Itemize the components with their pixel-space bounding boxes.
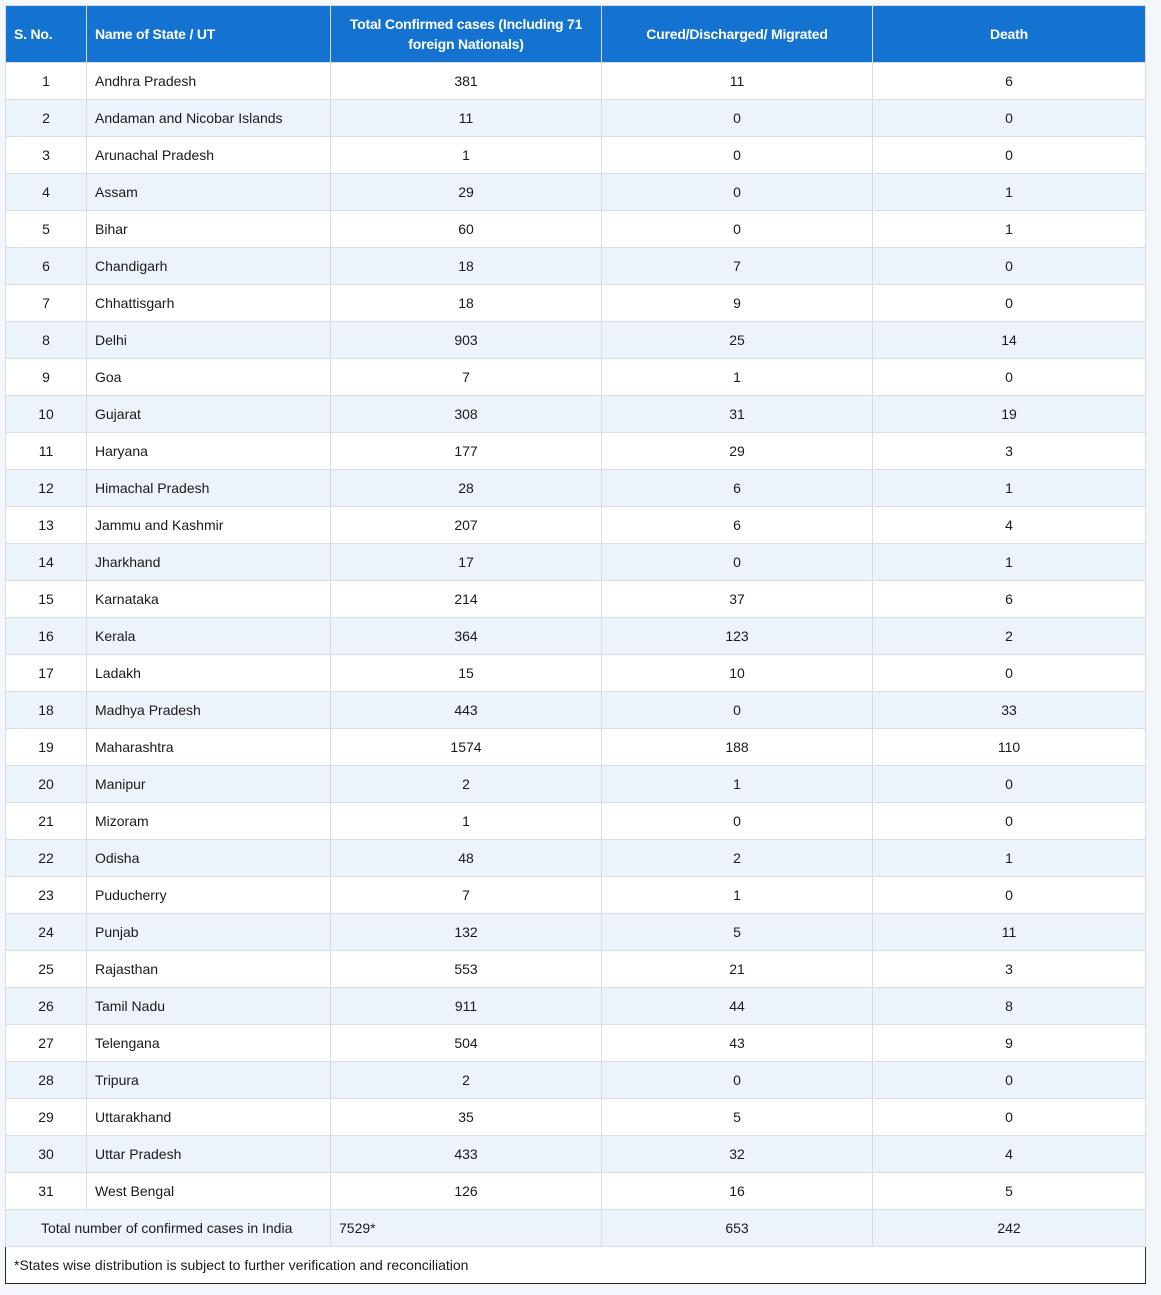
cell-death: 1 xyxy=(873,544,1146,581)
cell-state-name: Uttarakhand xyxy=(87,1099,331,1136)
cell-cured: 0 xyxy=(602,211,873,248)
table-row xyxy=(6,692,1146,729)
cell-confirmed: 2 xyxy=(331,1062,602,1099)
cell-state-name: Andhra Pradesh xyxy=(87,63,331,100)
table-row xyxy=(6,766,1146,803)
total-confirmed-value: 7529* xyxy=(331,1210,602,1247)
header-cured-discharged: Cured/Discharged/ Migrated xyxy=(602,6,873,63)
total-row xyxy=(6,1210,1146,1247)
cell-state-name: Punjab xyxy=(87,914,331,951)
cell-confirmed: 308 xyxy=(331,396,602,433)
table-row xyxy=(6,211,1146,248)
cell-state-name: Chandigarh xyxy=(87,248,331,285)
cell-cured: 29 xyxy=(602,433,873,470)
table-row xyxy=(6,1173,1146,1210)
footnote-row xyxy=(6,1247,1146,1284)
cell-cured: 5 xyxy=(602,914,873,951)
cell-state-name: Rajasthan xyxy=(87,951,331,988)
cell-serial-number: 14 xyxy=(6,544,87,581)
cell-serial-number: 6 xyxy=(6,248,87,285)
footnote-text: *States wise distribution is subject to further verification and reconciliation xyxy=(6,1247,1146,1284)
cell-serial-number: 5 xyxy=(6,211,87,248)
cell-state-name: Himachal Pradesh xyxy=(87,470,331,507)
cell-confirmed: 207 xyxy=(331,507,602,544)
cell-death: 0 xyxy=(873,803,1146,840)
cell-serial-number: 21 xyxy=(6,803,87,840)
state-wise-cases-table xyxy=(5,5,1146,1284)
cell-cured: 0 xyxy=(602,692,873,729)
cell-serial-number: 12 xyxy=(6,470,87,507)
cell-state-name: Madhya Pradesh xyxy=(87,692,331,729)
table-row xyxy=(6,248,1146,285)
cell-cured: 10 xyxy=(602,655,873,692)
cell-death: 4 xyxy=(873,507,1146,544)
cell-serial-number: 29 xyxy=(6,1099,87,1136)
cell-confirmed: 18 xyxy=(331,285,602,322)
cell-death: 6 xyxy=(873,581,1146,618)
cell-state-name: Kerala xyxy=(87,618,331,655)
table-header xyxy=(6,6,1146,63)
cell-death: 1 xyxy=(873,840,1146,877)
cell-confirmed: 911 xyxy=(331,988,602,1025)
cell-cured: 32 xyxy=(602,1136,873,1173)
cell-confirmed: 48 xyxy=(331,840,602,877)
table-row xyxy=(6,1062,1146,1099)
cell-serial-number: 13 xyxy=(6,507,87,544)
cell-death: 0 xyxy=(873,655,1146,692)
cell-death: 0 xyxy=(873,359,1146,396)
cell-state-name: Jammu and Kashmir xyxy=(87,507,331,544)
cell-confirmed: 126 xyxy=(331,1173,602,1210)
cell-death: 3 xyxy=(873,951,1146,988)
cell-cured: 1 xyxy=(602,359,873,396)
cell-death: 4 xyxy=(873,1136,1146,1173)
cell-confirmed: 17 xyxy=(331,544,602,581)
table-row xyxy=(6,359,1146,396)
table-row xyxy=(6,507,1146,544)
table-row xyxy=(6,951,1146,988)
cell-cured: 43 xyxy=(602,1025,873,1062)
cell-serial-number: 4 xyxy=(6,174,87,211)
cell-death: 19 xyxy=(873,396,1146,433)
cell-state-name: Karnataka xyxy=(87,581,331,618)
cell-state-name: Maharashtra xyxy=(87,729,331,766)
table-row xyxy=(6,988,1146,1025)
table-row xyxy=(6,322,1146,359)
cell-serial-number: 27 xyxy=(6,1025,87,1062)
cell-cured: 9 xyxy=(602,285,873,322)
cell-cured: 6 xyxy=(602,470,873,507)
table-row xyxy=(6,581,1146,618)
table-row xyxy=(6,63,1146,100)
cell-confirmed: 28 xyxy=(331,470,602,507)
header-serial-number: S. No. xyxy=(6,6,87,63)
cell-cured: 21 xyxy=(602,951,873,988)
cell-serial-number: 25 xyxy=(6,951,87,988)
cell-state-name: Delhi xyxy=(87,322,331,359)
cell-confirmed: 433 xyxy=(331,1136,602,1173)
cell-serial-number: 10 xyxy=(6,396,87,433)
header-state-name: Name of State / UT xyxy=(87,6,331,63)
cell-cured: 2 xyxy=(602,840,873,877)
table-row xyxy=(6,1099,1146,1136)
cell-death: 1 xyxy=(873,174,1146,211)
cell-cured: 1 xyxy=(602,877,873,914)
cell-cured: 0 xyxy=(602,803,873,840)
cell-confirmed: 2 xyxy=(331,766,602,803)
cell-cured: 25 xyxy=(602,322,873,359)
cell-death: 6 xyxy=(873,63,1146,100)
cell-death: 8 xyxy=(873,988,1146,1025)
cell-serial-number: 9 xyxy=(6,359,87,396)
cell-cured: 6 xyxy=(602,507,873,544)
cell-serial-number: 19 xyxy=(6,729,87,766)
table-row xyxy=(6,1025,1146,1062)
cell-state-name: Assam xyxy=(87,174,331,211)
cell-death: 9 xyxy=(873,1025,1146,1062)
cell-confirmed: 18 xyxy=(331,248,602,285)
cell-confirmed: 504 xyxy=(331,1025,602,1062)
cell-death: 0 xyxy=(873,1062,1146,1099)
cell-confirmed: 35 xyxy=(331,1099,602,1136)
cell-confirmed: 364 xyxy=(331,618,602,655)
cell-cured: 123 xyxy=(602,618,873,655)
cell-confirmed: 553 xyxy=(331,951,602,988)
cell-state-name: Uttar Pradesh xyxy=(87,1136,331,1173)
cell-serial-number: 1 xyxy=(6,63,87,100)
cell-death: 1 xyxy=(873,211,1146,248)
cell-death: 0 xyxy=(873,285,1146,322)
cell-confirmed: 7 xyxy=(331,359,602,396)
cell-death: 0 xyxy=(873,766,1146,803)
cell-death: 3 xyxy=(873,433,1146,470)
cell-state-name: West Bengal xyxy=(87,1173,331,1210)
table-row xyxy=(6,803,1146,840)
cell-confirmed: 60 xyxy=(331,211,602,248)
cell-serial-number: 8 xyxy=(6,322,87,359)
cell-death: 110 xyxy=(873,729,1146,766)
cell-serial-number: 11 xyxy=(6,433,87,470)
table-row xyxy=(6,396,1146,433)
table-row xyxy=(6,840,1146,877)
table-row xyxy=(6,100,1146,137)
table-row xyxy=(6,470,1146,507)
cell-death: 1 xyxy=(873,470,1146,507)
cell-state-name: Mizoram xyxy=(87,803,331,840)
table-row xyxy=(6,285,1146,322)
cell-state-name: Tamil Nadu xyxy=(87,988,331,1025)
cell-state-name: Chhattisgarh xyxy=(87,285,331,322)
cell-serial-number: 15 xyxy=(6,581,87,618)
cell-serial-number: 2 xyxy=(6,100,87,137)
cell-serial-number: 22 xyxy=(6,840,87,877)
cell-death: 2 xyxy=(873,618,1146,655)
cell-serial-number: 3 xyxy=(6,137,87,174)
cell-death: 33 xyxy=(873,692,1146,729)
cell-state-name: Ladakh xyxy=(87,655,331,692)
cell-serial-number: 26 xyxy=(6,988,87,1025)
cell-state-name: Gujarat xyxy=(87,396,331,433)
total-label: Total number of confirmed cases in India xyxy=(6,1210,331,1247)
total-death-value: 242 xyxy=(873,1210,1146,1247)
cell-confirmed: 132 xyxy=(331,914,602,951)
cell-confirmed: 7 xyxy=(331,877,602,914)
cell-state-name: Puducherry xyxy=(87,877,331,914)
cell-state-name: Andaman and Nicobar Islands xyxy=(87,100,331,137)
cell-confirmed: 11 xyxy=(331,100,602,137)
cell-confirmed: 381 xyxy=(331,63,602,100)
cell-state-name: Arunachal Pradesh xyxy=(87,137,331,174)
cell-death: 5 xyxy=(873,1173,1146,1210)
cell-confirmed: 1 xyxy=(331,137,602,174)
table-row xyxy=(6,544,1146,581)
cell-death: 0 xyxy=(873,137,1146,174)
cell-serial-number: 31 xyxy=(6,1173,87,1210)
cell-state-name: Manipur xyxy=(87,766,331,803)
cell-cured: 16 xyxy=(602,1173,873,1210)
cell-death: 0 xyxy=(873,1099,1146,1136)
table-row xyxy=(6,1136,1146,1173)
cell-confirmed: 903 xyxy=(331,322,602,359)
header-death: Death xyxy=(873,6,1146,63)
cell-serial-number: 7 xyxy=(6,285,87,322)
cell-confirmed: 443 xyxy=(331,692,602,729)
table-row xyxy=(6,655,1146,692)
cell-cured: 0 xyxy=(602,100,873,137)
cell-serial-number: 28 xyxy=(6,1062,87,1099)
cell-death: 0 xyxy=(873,248,1146,285)
table-row xyxy=(6,877,1146,914)
cell-cured: 0 xyxy=(602,174,873,211)
cell-cured: 1 xyxy=(602,766,873,803)
cell-serial-number: 18 xyxy=(6,692,87,729)
cell-cured: 31 xyxy=(602,396,873,433)
cell-cured: 7 xyxy=(602,248,873,285)
cell-cured: 0 xyxy=(602,137,873,174)
table-row xyxy=(6,914,1146,951)
cell-cured: 11 xyxy=(602,63,873,100)
cell-confirmed: 15 xyxy=(331,655,602,692)
cell-serial-number: 30 xyxy=(6,1136,87,1173)
cell-state-name: Odisha xyxy=(87,840,331,877)
cell-cured: 0 xyxy=(602,544,873,581)
cell-cured: 5 xyxy=(602,1099,873,1136)
table-body xyxy=(6,63,1146,1284)
cell-cured: 188 xyxy=(602,729,873,766)
cell-serial-number: 17 xyxy=(6,655,87,692)
table-row xyxy=(6,137,1146,174)
cell-state-name: Goa xyxy=(87,359,331,396)
table-row xyxy=(6,618,1146,655)
cell-death: 14 xyxy=(873,322,1146,359)
cell-cured: 37 xyxy=(602,581,873,618)
cell-cured: 44 xyxy=(602,988,873,1025)
header-total-confirmed: Total Confirmed cases (Including 71 foreign Nationals) xyxy=(331,6,602,63)
cell-cured: 0 xyxy=(602,1062,873,1099)
cell-death: 0 xyxy=(873,100,1146,137)
table-row xyxy=(6,174,1146,211)
cell-confirmed: 177 xyxy=(331,433,602,470)
table-row xyxy=(6,729,1146,766)
cell-serial-number: 16 xyxy=(6,618,87,655)
cell-state-name: Telengana xyxy=(87,1025,331,1062)
cell-serial-number: 24 xyxy=(6,914,87,951)
cell-state-name: Bihar xyxy=(87,211,331,248)
cell-death: 0 xyxy=(873,877,1146,914)
covid-table-container xyxy=(5,5,1145,1284)
cell-confirmed: 1574 xyxy=(331,729,602,766)
table-row xyxy=(6,433,1146,470)
cell-death: 11 xyxy=(873,914,1146,951)
cell-confirmed: 29 xyxy=(331,174,602,211)
cell-serial-number: 20 xyxy=(6,766,87,803)
cell-state-name: Tripura xyxy=(87,1062,331,1099)
header-row xyxy=(6,6,1146,63)
total-cured-value: 653 xyxy=(602,1210,873,1247)
cell-state-name: Haryana xyxy=(87,433,331,470)
cell-serial-number: 23 xyxy=(6,877,87,914)
cell-confirmed: 1 xyxy=(331,803,602,840)
cell-state-name: Jharkhand xyxy=(87,544,331,581)
cell-confirmed: 214 xyxy=(331,581,602,618)
